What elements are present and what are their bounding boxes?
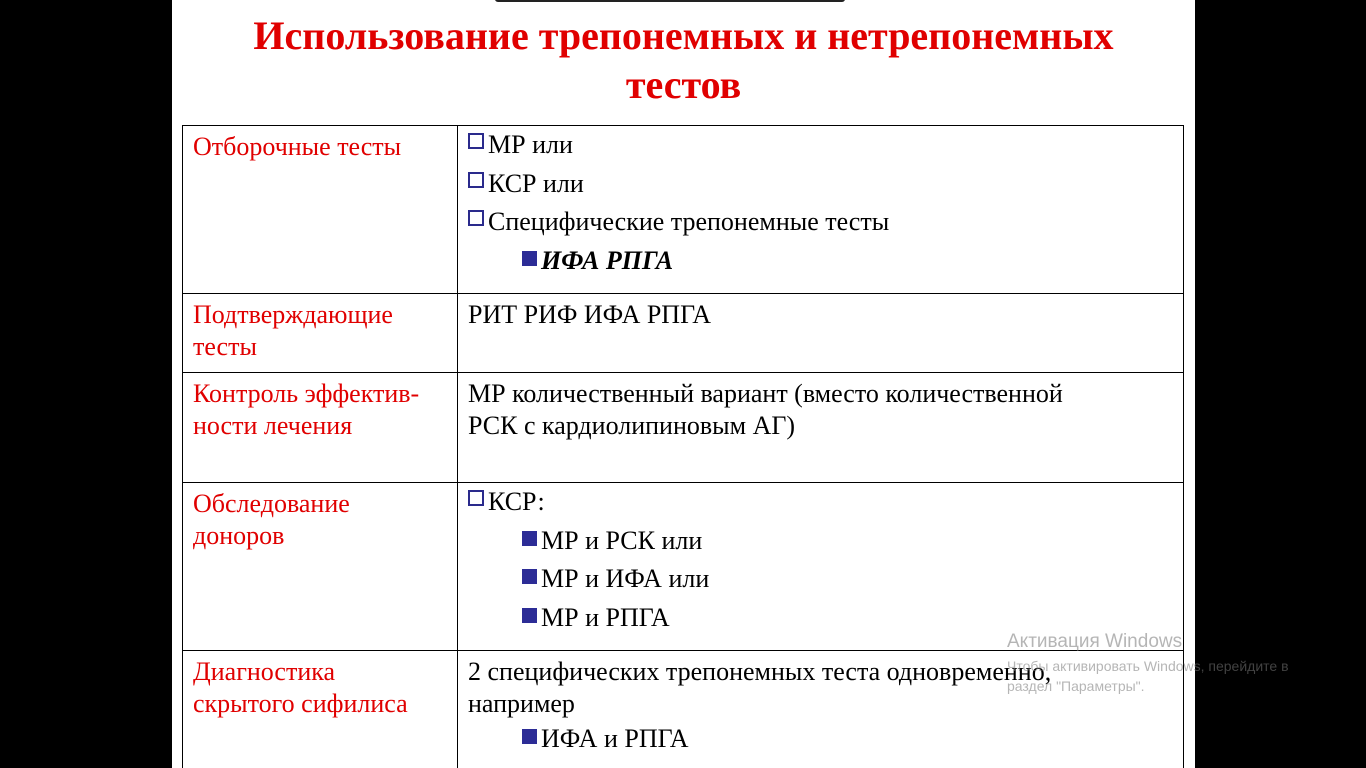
list-item: МР или	[468, 126, 1173, 165]
table-row	[183, 483, 1184, 651]
filled-square-bullet-icon	[522, 531, 537, 546]
list-item: КСР:	[468, 483, 1173, 522]
list-item: МР и ИФА или	[468, 560, 1173, 599]
row-label	[183, 126, 458, 294]
filled-square-bullet-icon	[522, 608, 537, 623]
hollow-square-bullet-icon	[468, 490, 484, 506]
filled-square-bullet-icon	[522, 251, 537, 266]
table-row	[183, 373, 1184, 483]
hollow-square-bullet-icon	[468, 210, 484, 226]
row-value	[458, 483, 1184, 651]
filled-square-bullet-icon	[522, 729, 537, 744]
label-text: Отборочные тесты	[193, 132, 402, 161]
activation-watermark-text: Чтобы активировать Windows, перейдите в раздел "Параметры".	[1007, 658, 1289, 694]
row-value: МР количественный вариант (вместо количественной РСК с кардиолипиновым АГ)	[458, 373, 1184, 483]
hollow-square-bullet-icon	[468, 133, 484, 149]
list-item: Специфические трепонемные тесты	[468, 203, 1173, 242]
activation-watermark-title: Активация Windows	[1007, 631, 1183, 652]
row-label: Контроль эффектив- ности лечения	[183, 373, 458, 483]
row-label: Обследование доноров	[183, 483, 458, 651]
top-bar	[495, 0, 845, 2]
filled-square-bullet-icon	[522, 569, 537, 584]
row-label: Диагностика скрытого сифилиса	[183, 651, 458, 768]
list-item: МР и РСК или	[468, 522, 1173, 561]
table-row	[183, 294, 1184, 373]
hollow-square-bullet-icon	[468, 172, 484, 188]
title-line-1: Использование трепонемных и нетрепонемных	[253, 13, 1114, 58]
title-line-2: тестов	[625, 61, 742, 107]
list-item: ИФА РПГА	[468, 242, 1173, 281]
row-value	[458, 126, 1184, 294]
table-row	[183, 126, 1184, 294]
list-item: КСР или	[468, 165, 1173, 204]
row-value: 2 специфических трепонемных теста одновременно, например ИФА и РПГА	[458, 651, 1184, 768]
row-label: Подтверждающие тесты	[183, 294, 458, 373]
row-value: РИТ РИФ ИФА РПГА	[458, 294, 1184, 373]
list-item: МР и РПГА	[468, 599, 1173, 638]
slide-title	[172, 12, 1195, 110]
list-item: ИФА и РПГА	[468, 720, 1173, 759]
